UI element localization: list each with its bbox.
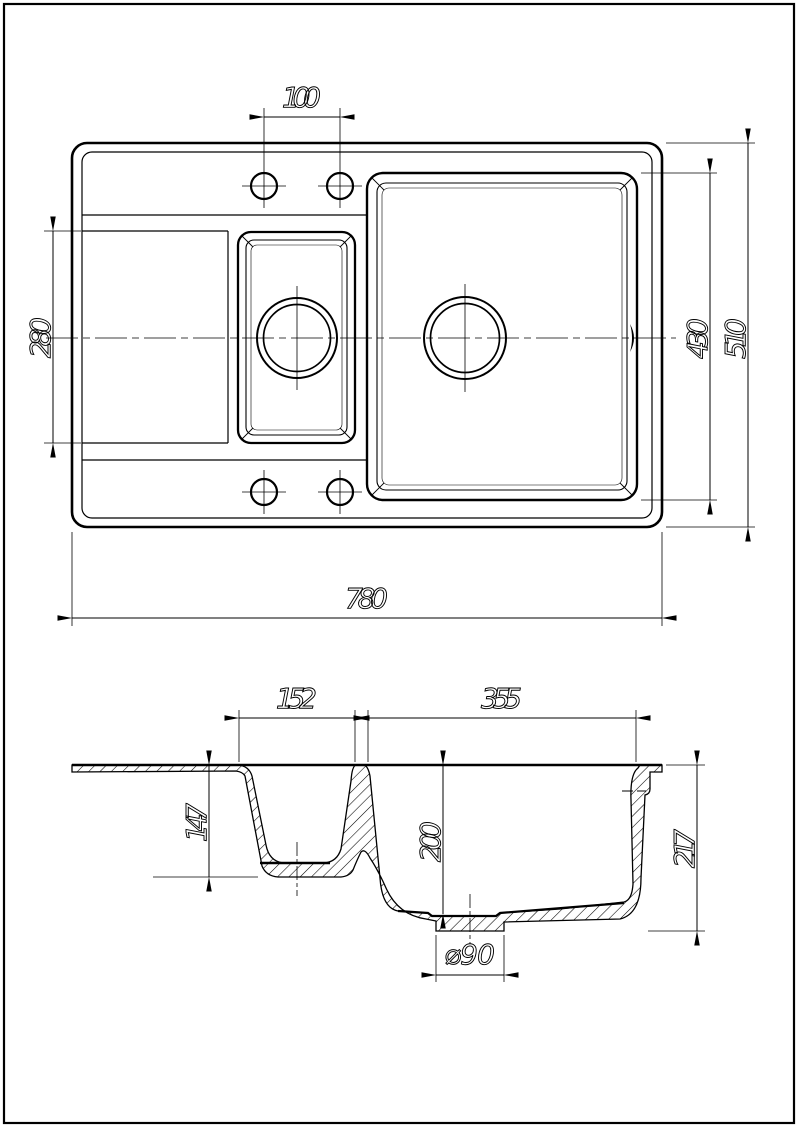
faucet-hole-centerlines [242, 108, 362, 514]
main-bowl [367, 173, 637, 500]
dim-overall-height-label: 217 [668, 828, 701, 868]
dim-small-bowl-opening [239, 710, 355, 762]
dim-small-bowl-opening-label: 152 [276, 682, 318, 715]
main-bowl-corner-chamfers [371, 177, 633, 496]
dim-main-bowl-opening [368, 710, 636, 762]
top-view [24, 81, 755, 626]
dim-overall-depth-label: 510 [719, 317, 752, 359]
dim-main-bowl-depth-label: 200 [414, 820, 447, 862]
dim-main-bowl-length-label: 430 [681, 317, 714, 359]
dim-drainboard-length-label: 280 [24, 316, 57, 358]
drainboard [82, 231, 228, 443]
dim-small-bowl-depth-label: 147 [180, 802, 213, 842]
section-view [72, 682, 705, 982]
dim-main-bowl-opening-label: 355 [481, 682, 523, 715]
dim-overall-width-label: 780 [345, 582, 389, 615]
dim-drain-diameter-label: ⌀90 [444, 938, 496, 971]
overflow-hole [630, 324, 634, 352]
dim-faucet-hole-spacing-label: 100 [282, 81, 322, 114]
small-bowl [238, 232, 355, 443]
